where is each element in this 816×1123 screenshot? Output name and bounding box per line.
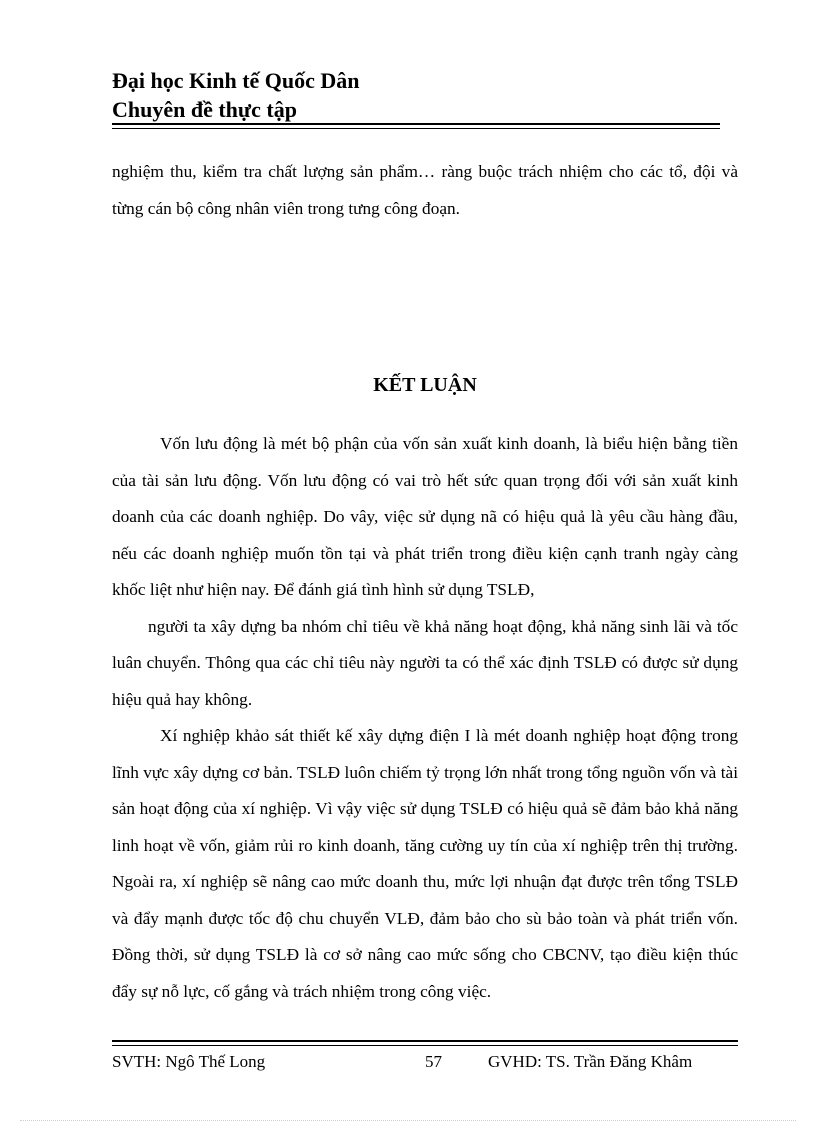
- section-title: KẾT LUẬN: [373, 374, 477, 396]
- conclusion-paragraph-1: Vốn lưu động là mét bộ phận của vốn sản xuất kinh doanh, là biểu hiện bằng tiền của tài sản lưu động. Vốn lưu động có vai trò hết sức quan trọng đối với sản xuất kinh doanh của các doanh nghiệp. Do vây, việc sử dụng nã có hiệu quả là yêu cầu hàng đầu, nếu các doanh nghiệp muốn tồn tại và phát triển trong điều kiện cạnh tranh ngày càng khốc liệt như hiện nay. Để đánh giá tình hình sử dụng TSLĐ,: [112, 434, 738, 599]
- conclusion-paragraph-3: Xí nghiệp khảo sát thiết kế xây dựng điện I là mét doanh nghiệp hoạt động trong lĩnh vực xây dựng cơ bản. TSLĐ luôn chiếm tỷ trọng lớn nhất trong tổng nguồn vốn và tài sản hoạt động của xí nghiệp. Vì vậy việc sử dụng TSLĐ có hiệu quả sẽ đảm bảo khả năng linh hoạt về vốn, giảm rủi ro kinh doanh, tăng cường uy tín của xí nghiệp trên thị trường. Ngoài ra, xí nghiệp sẽ nâng cao mức doanh thu, mức lợi nhuận đạt được trên tổng TSLĐ và đẩy mạnh được tốc độ chu chuyển VLĐ, đảm bảo cho sù bảo toàn và phát triển vốn. Đồng thời, sử dụng TSLĐ là cơ sở nâng cao mức sống cho CBCNV, tạo điều kiện thúc đẩy sự nỗ lực, cố gắng và trách nhiệm trong công việc.: [112, 726, 738, 1001]
- conclusion-paragraph-2: người ta xây dựng ba nhóm chỉ tiêu về khả năng hoạt động, khả năng sinh lãi và tốc luân chuyển. Thông qua các chỉ tiêu này người ta có thể xác định TSLĐ có được sử dụng hiệu quả hay không.: [112, 616, 738, 709]
- conclusion-body: [112, 426, 738, 1010]
- footer-student: SVTH: Ngô Thế Long: [112, 1052, 266, 1071]
- header-divider-thin: [112, 128, 720, 129]
- intro-paragraph: nghiệm thu, kiểm tra chất lượng sản phẩm… ràng buộc trách nhiệm cho các tổ, đội và từng cán bộ công nhân viên trong tưng công đoạn.: [112, 162, 738, 218]
- university-name: Đại học Kinh tế Quốc Dân: [112, 68, 360, 93]
- header-divider: [112, 123, 720, 125]
- intro-paragraph-block: [112, 154, 738, 227]
- document-type: Chuyên đề thực tập: [112, 97, 297, 122]
- page-bottom-edge: [20, 1120, 796, 1121]
- page-number: 57: [425, 1052, 442, 1071]
- document-header: [112, 66, 720, 124]
- footer-divider: [112, 1040, 738, 1042]
- footer-advisor: GVHD: TS. Trần Đăng Khâm: [488, 1052, 693, 1071]
- footer-divider-thin: [112, 1045, 738, 1046]
